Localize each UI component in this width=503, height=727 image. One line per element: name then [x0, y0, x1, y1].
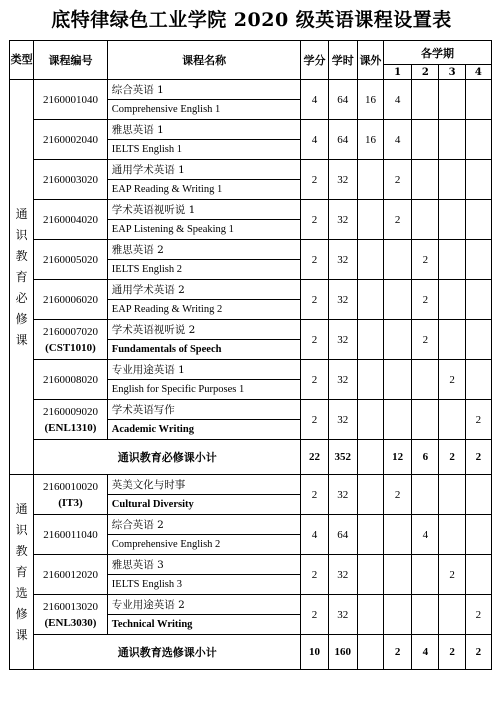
course-s2 — [412, 120, 439, 160]
subtotal-s2: 4 — [412, 635, 439, 670]
course-s1 — [384, 240, 412, 280]
course-code-cell — [34, 80, 108, 120]
subtotal-s1: 2 — [384, 635, 412, 670]
course-code-cell — [34, 515, 108, 555]
category-cell — [10, 475, 34, 670]
course-s4 — [465, 80, 491, 120]
course-s3 — [439, 400, 465, 440]
course-hours: 32 — [328, 200, 357, 240]
course-code-cell — [34, 200, 108, 240]
header-hours: 学时 — [328, 41, 357, 80]
course-hours: 32 — [328, 160, 357, 200]
course-name-cn: 雅思英语 1 — [107, 120, 301, 140]
table-row — [10, 400, 492, 420]
subtotal-extra — [357, 635, 383, 670]
course-s3 — [439, 80, 465, 120]
course-credit: 2 — [301, 595, 328, 635]
table-row — [10, 360, 492, 380]
course-s3 — [439, 240, 465, 280]
course-s1 — [384, 595, 412, 635]
course-s2 — [412, 400, 439, 440]
course-extra — [357, 360, 383, 400]
subtotal-label: 通识教育必修课小计 — [34, 440, 301, 475]
table-row — [10, 240, 492, 260]
course-credit: 2 — [301, 320, 328, 360]
course-code-cell — [34, 280, 108, 320]
course-code: 2160001040 — [42, 93, 98, 106]
header-sem-3: 3 — [439, 65, 465, 80]
course-code-cell — [34, 240, 108, 280]
course-s1 — [384, 280, 412, 320]
course-s1: 4 — [384, 120, 412, 160]
subtotal-s4: 2 — [465, 635, 491, 670]
course-extra — [357, 595, 383, 635]
course-s3 — [439, 120, 465, 160]
course-s4 — [465, 240, 491, 280]
course-credit: 2 — [301, 360, 328, 400]
course-s4: 2 — [465, 400, 491, 440]
course-credit: 2 — [301, 475, 328, 515]
course-s4 — [465, 160, 491, 200]
course-s4 — [465, 320, 491, 360]
course-name-en: Cultural Diversity — [107, 495, 301, 515]
table-row — [10, 160, 492, 180]
course-name-en: Academic Writing — [107, 420, 301, 440]
course-s2: 2 — [412, 280, 439, 320]
subtotal-row — [10, 440, 492, 475]
course-s3 — [439, 280, 465, 320]
header-name: 课程名称 — [107, 41, 301, 80]
table-row — [10, 475, 492, 495]
table-row — [10, 280, 492, 300]
course-name-en: Fundamentals of Speech — [107, 340, 301, 360]
header-category: 类型 — [10, 41, 34, 80]
course-credit: 2 — [301, 160, 328, 200]
course-s1 — [384, 320, 412, 360]
course-s3 — [439, 595, 465, 635]
course-extra — [357, 160, 383, 200]
course-s1 — [384, 360, 412, 400]
course-credit: 2 — [301, 280, 328, 320]
course-extra — [357, 240, 383, 280]
table-row — [10, 555, 492, 575]
course-credit: 4 — [301, 80, 328, 120]
category-label: 通识教育选修课 — [15, 501, 28, 642]
course-s2 — [412, 80, 439, 120]
course-credit: 2 — [301, 240, 328, 280]
subtotal-s3: 2 — [439, 635, 465, 670]
subtotal-s2: 6 — [412, 440, 439, 475]
course-hours: 32 — [328, 595, 357, 635]
subtotal-s3: 2 — [439, 440, 465, 475]
course-extra — [357, 555, 383, 595]
course-s2: 2 — [412, 320, 439, 360]
course-code: 2160012020 — [42, 568, 98, 581]
course-code-cell — [34, 360, 108, 400]
course-s2 — [412, 160, 439, 200]
course-s4 — [465, 120, 491, 160]
course-extra — [357, 400, 383, 440]
subtotal-hours: 352 — [328, 440, 357, 475]
course-credit: 2 — [301, 555, 328, 595]
header-credit: 学分 — [301, 41, 328, 80]
course-s2: 4 — [412, 515, 439, 555]
course-name-cn: 通用学术英语 1 — [107, 160, 301, 180]
course-hours: 32 — [328, 320, 357, 360]
course-code: 2160004020 — [42, 213, 98, 226]
header-semesters: 各学期 — [384, 41, 492, 65]
subtotal-label: 通识教育选修课小计 — [34, 635, 301, 670]
course-name-en: EAP Listening & Speaking 1 — [107, 220, 301, 240]
course-s4 — [465, 200, 491, 240]
course-code: 2160003020 — [42, 173, 98, 186]
course-code-alt: (IT3) — [58, 496, 83, 509]
table-row — [10, 320, 492, 340]
course-s2: 2 — [412, 240, 439, 280]
course-extra — [357, 320, 383, 360]
course-credit: 4 — [301, 515, 328, 555]
table-body — [10, 80, 492, 670]
course-name-cn: 学术英语视听说 2 — [107, 320, 301, 340]
course-extra — [357, 475, 383, 515]
course-hours: 32 — [328, 555, 357, 595]
course-s2 — [412, 360, 439, 400]
course-code-cell — [34, 595, 108, 635]
course-s3 — [439, 200, 465, 240]
course-s1: 2 — [384, 160, 412, 200]
course-s1: 2 — [384, 200, 412, 240]
course-code: 2160008020 — [42, 373, 98, 386]
course-hours: 32 — [328, 400, 357, 440]
course-code: 2160009020 — [42, 405, 98, 418]
course-s3 — [439, 160, 465, 200]
course-code-cell — [34, 400, 108, 440]
subtotal-row — [10, 635, 492, 670]
course-code-cell — [34, 475, 108, 515]
course-code-cell — [34, 320, 108, 360]
header-extra: 课外 — [357, 41, 383, 80]
category-label: 通识教育必修课 — [15, 206, 28, 347]
course-name-cn: 专业用途英语 1 — [107, 360, 301, 380]
course-name-en: English for Specific Purposes 1 — [107, 380, 301, 400]
header-sem-2: 2 — [412, 65, 439, 80]
course-s4 — [465, 515, 491, 555]
table-row — [10, 595, 492, 615]
course-hours: 32 — [328, 360, 357, 400]
course-hours: 64 — [328, 515, 357, 555]
course-s3: 2 — [439, 555, 465, 595]
course-name-cn: 英美文化与时事 — [107, 475, 301, 495]
course-name-en: Technical Writing — [107, 615, 301, 635]
course-s4: 2 — [465, 595, 491, 635]
course-name-en: EAP Reading & Writing 1 — [107, 180, 301, 200]
table-row — [10, 80, 492, 100]
course-extra — [357, 280, 383, 320]
page-title: 底特律绿色工业学院 2020 级英语课程设置表 — [51, 9, 452, 31]
course-hours: 32 — [328, 280, 357, 320]
course-code: 2160013020 — [42, 600, 98, 613]
course-s2 — [412, 595, 439, 635]
course-credit: 4 — [301, 120, 328, 160]
course-hours: 64 — [328, 120, 357, 160]
course-s3: 2 — [439, 360, 465, 400]
course-name-en: Comprehensive English 2 — [107, 535, 301, 555]
course-name-en: IELTS English 2 — [107, 260, 301, 280]
course-name-cn: 学术英语写作 — [107, 400, 301, 420]
course-name-en: EAP Reading & Writing 2 — [107, 300, 301, 320]
course-s1 — [384, 515, 412, 555]
course-name-cn: 综合英语 1 — [107, 80, 301, 100]
course-code-alt: (CST1010) — [45, 341, 96, 354]
course-extra: 16 — [357, 120, 383, 160]
course-extra — [357, 515, 383, 555]
course-s2 — [412, 475, 439, 515]
category-cell — [10, 80, 34, 475]
course-code: 2160007020 — [42, 325, 98, 338]
course-hours: 32 — [328, 475, 357, 515]
course-code-cell — [34, 160, 108, 200]
subtotal-hours: 160 — [328, 635, 357, 670]
course-name-cn: 学术英语视听说 1 — [107, 200, 301, 220]
course-name-cn: 专业用途英语 2 — [107, 595, 301, 615]
course-s1 — [384, 400, 412, 440]
course-s3 — [439, 515, 465, 555]
course-code: 2160010020 — [42, 480, 98, 493]
course-s4 — [465, 280, 491, 320]
course-name-en: IELTS English 1 — [107, 140, 301, 160]
course-name-en: IELTS English 3 — [107, 575, 301, 595]
course-s4 — [465, 555, 491, 595]
subtotal-s1: 12 — [384, 440, 412, 475]
header-sem-4: 4 — [465, 65, 491, 80]
subtotal-credit: 10 — [301, 635, 328, 670]
course-code: 2160002040 — [42, 133, 98, 146]
course-code-alt: (ENL1310) — [44, 421, 97, 434]
header-sem-1: 1 — [384, 65, 412, 80]
course-name-cn: 雅思英语 3 — [107, 555, 301, 575]
course-table — [9, 40, 492, 670]
subtotal-extra — [357, 440, 383, 475]
table-row — [10, 120, 492, 140]
course-code: 2160006020 — [42, 293, 98, 306]
header-code: 课程编号 — [34, 41, 108, 80]
course-code-alt: (ENL3030) — [44, 616, 97, 629]
course-s2 — [412, 555, 439, 595]
course-s3 — [439, 475, 465, 515]
course-extra — [357, 200, 383, 240]
course-s4 — [465, 360, 491, 400]
course-code-cell — [34, 555, 108, 595]
table-row — [10, 200, 492, 220]
course-s1: 2 — [384, 475, 412, 515]
course-code: 2160011040 — [43, 528, 98, 541]
subtotal-s4: 2 — [465, 440, 491, 475]
course-name-en: Comprehensive English 1 — [107, 100, 301, 120]
course-credit: 2 — [301, 200, 328, 240]
course-name-cn: 通用学术英语 2 — [107, 280, 301, 300]
course-s1 — [384, 555, 412, 595]
course-code-cell — [34, 120, 108, 160]
course-s1: 4 — [384, 80, 412, 120]
course-extra: 16 — [357, 80, 383, 120]
course-code: 2160005020 — [42, 253, 98, 266]
table-row — [10, 515, 492, 535]
course-credit: 2 — [301, 400, 328, 440]
course-name-cn: 雅思英语 2 — [107, 240, 301, 260]
course-name-cn: 综合英语 2 — [107, 515, 301, 535]
course-hours: 32 — [328, 240, 357, 280]
course-s2 — [412, 200, 439, 240]
course-s3 — [439, 320, 465, 360]
course-hours: 64 — [328, 80, 357, 120]
course-s4 — [465, 475, 491, 515]
subtotal-credit: 22 — [301, 440, 328, 475]
